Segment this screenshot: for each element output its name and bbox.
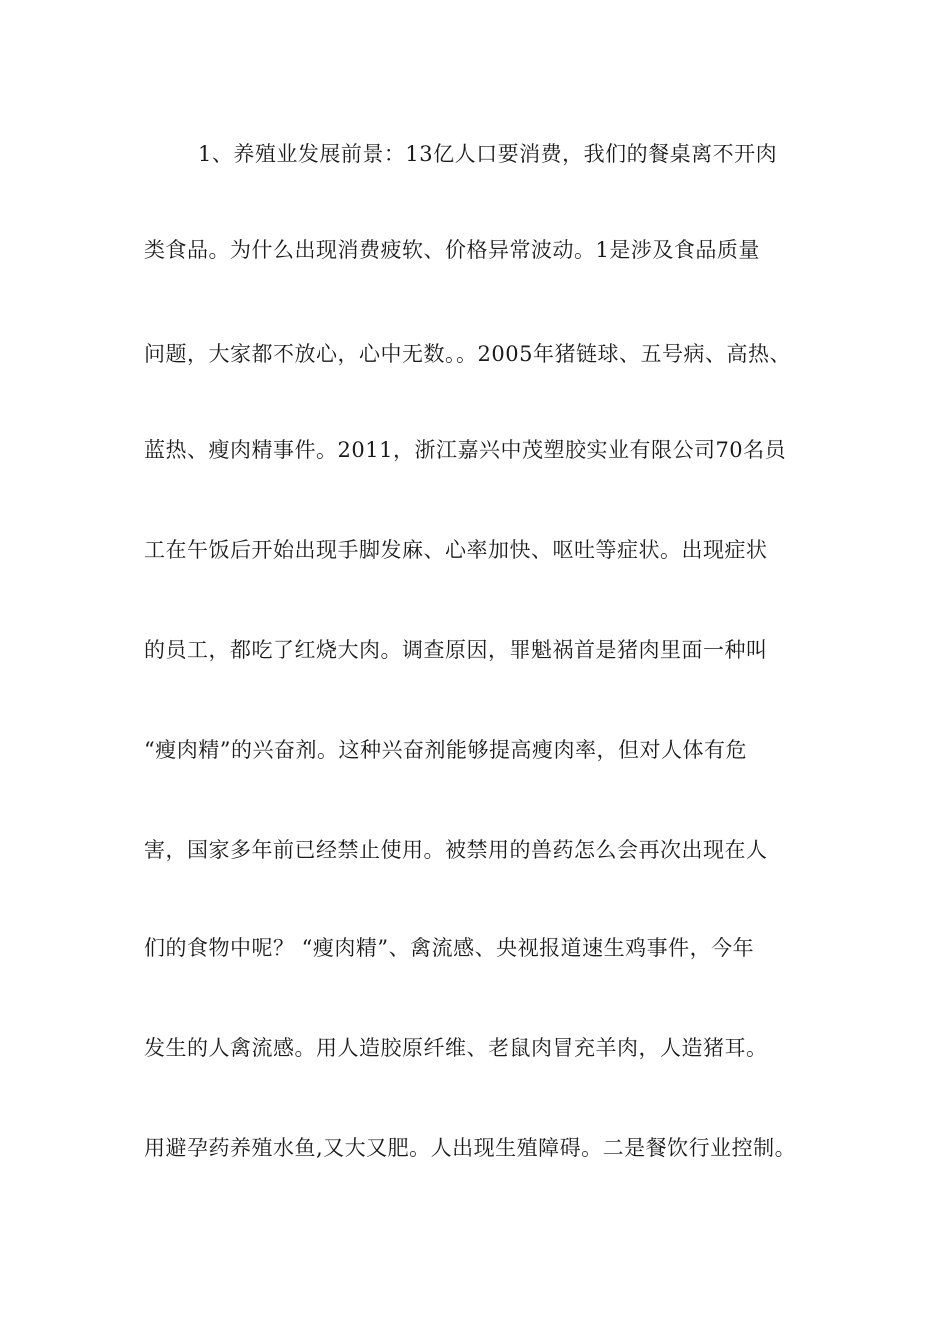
paragraph-line: 问题，大家都不放心，心中无数。。2005年猪链球、五号病、高热、 (144, 342, 791, 366)
paragraph-line: 用避孕药养殖水鱼,又大又肥。人出现生殖障碍。二是餐饮行业控制。 (144, 1136, 797, 1160)
paragraph-line: 害，国家多年前已经禁止使用。被禁用的兽药怎么会再次出现在人 (144, 838, 768, 862)
paragraph-line: 蓝热、瘦肉精事件。2011，浙江嘉兴中茂塑胶实业有限公司70名员 (144, 438, 787, 462)
paragraph-line: “瘦肉精”的兴奋剂。这种兴奋剂能够提高瘦肉率，但对人体有危 (144, 738, 747, 762)
paragraph-line: 工在午饭后开始出现手脚发麻、心率加快、呕吐等症状。出现症状 (144, 538, 768, 562)
paragraph-line: 们的食物中呢？ “瘦肉精”、禽流感、央视报道速生鸡事件，今年 (144, 936, 755, 960)
paragraph-line: 的员工，都吃了红烧大肉。调查原因，罪魁祸首是猪肉里面一种叫 (144, 638, 768, 662)
paragraph-line: 类食品。为什么出现消费疲软、价格异常波动。1是涉及食品质量 (144, 238, 760, 262)
paragraph-line: 发生的人禽流感。用人造胶原纤维、老鼠肉冒充羊肉，人造猪耳。 (144, 1036, 768, 1060)
paragraph-line: 1、养殖业发展前景：13亿人口要消费，我们的餐桌离不开肉 (198, 142, 778, 166)
